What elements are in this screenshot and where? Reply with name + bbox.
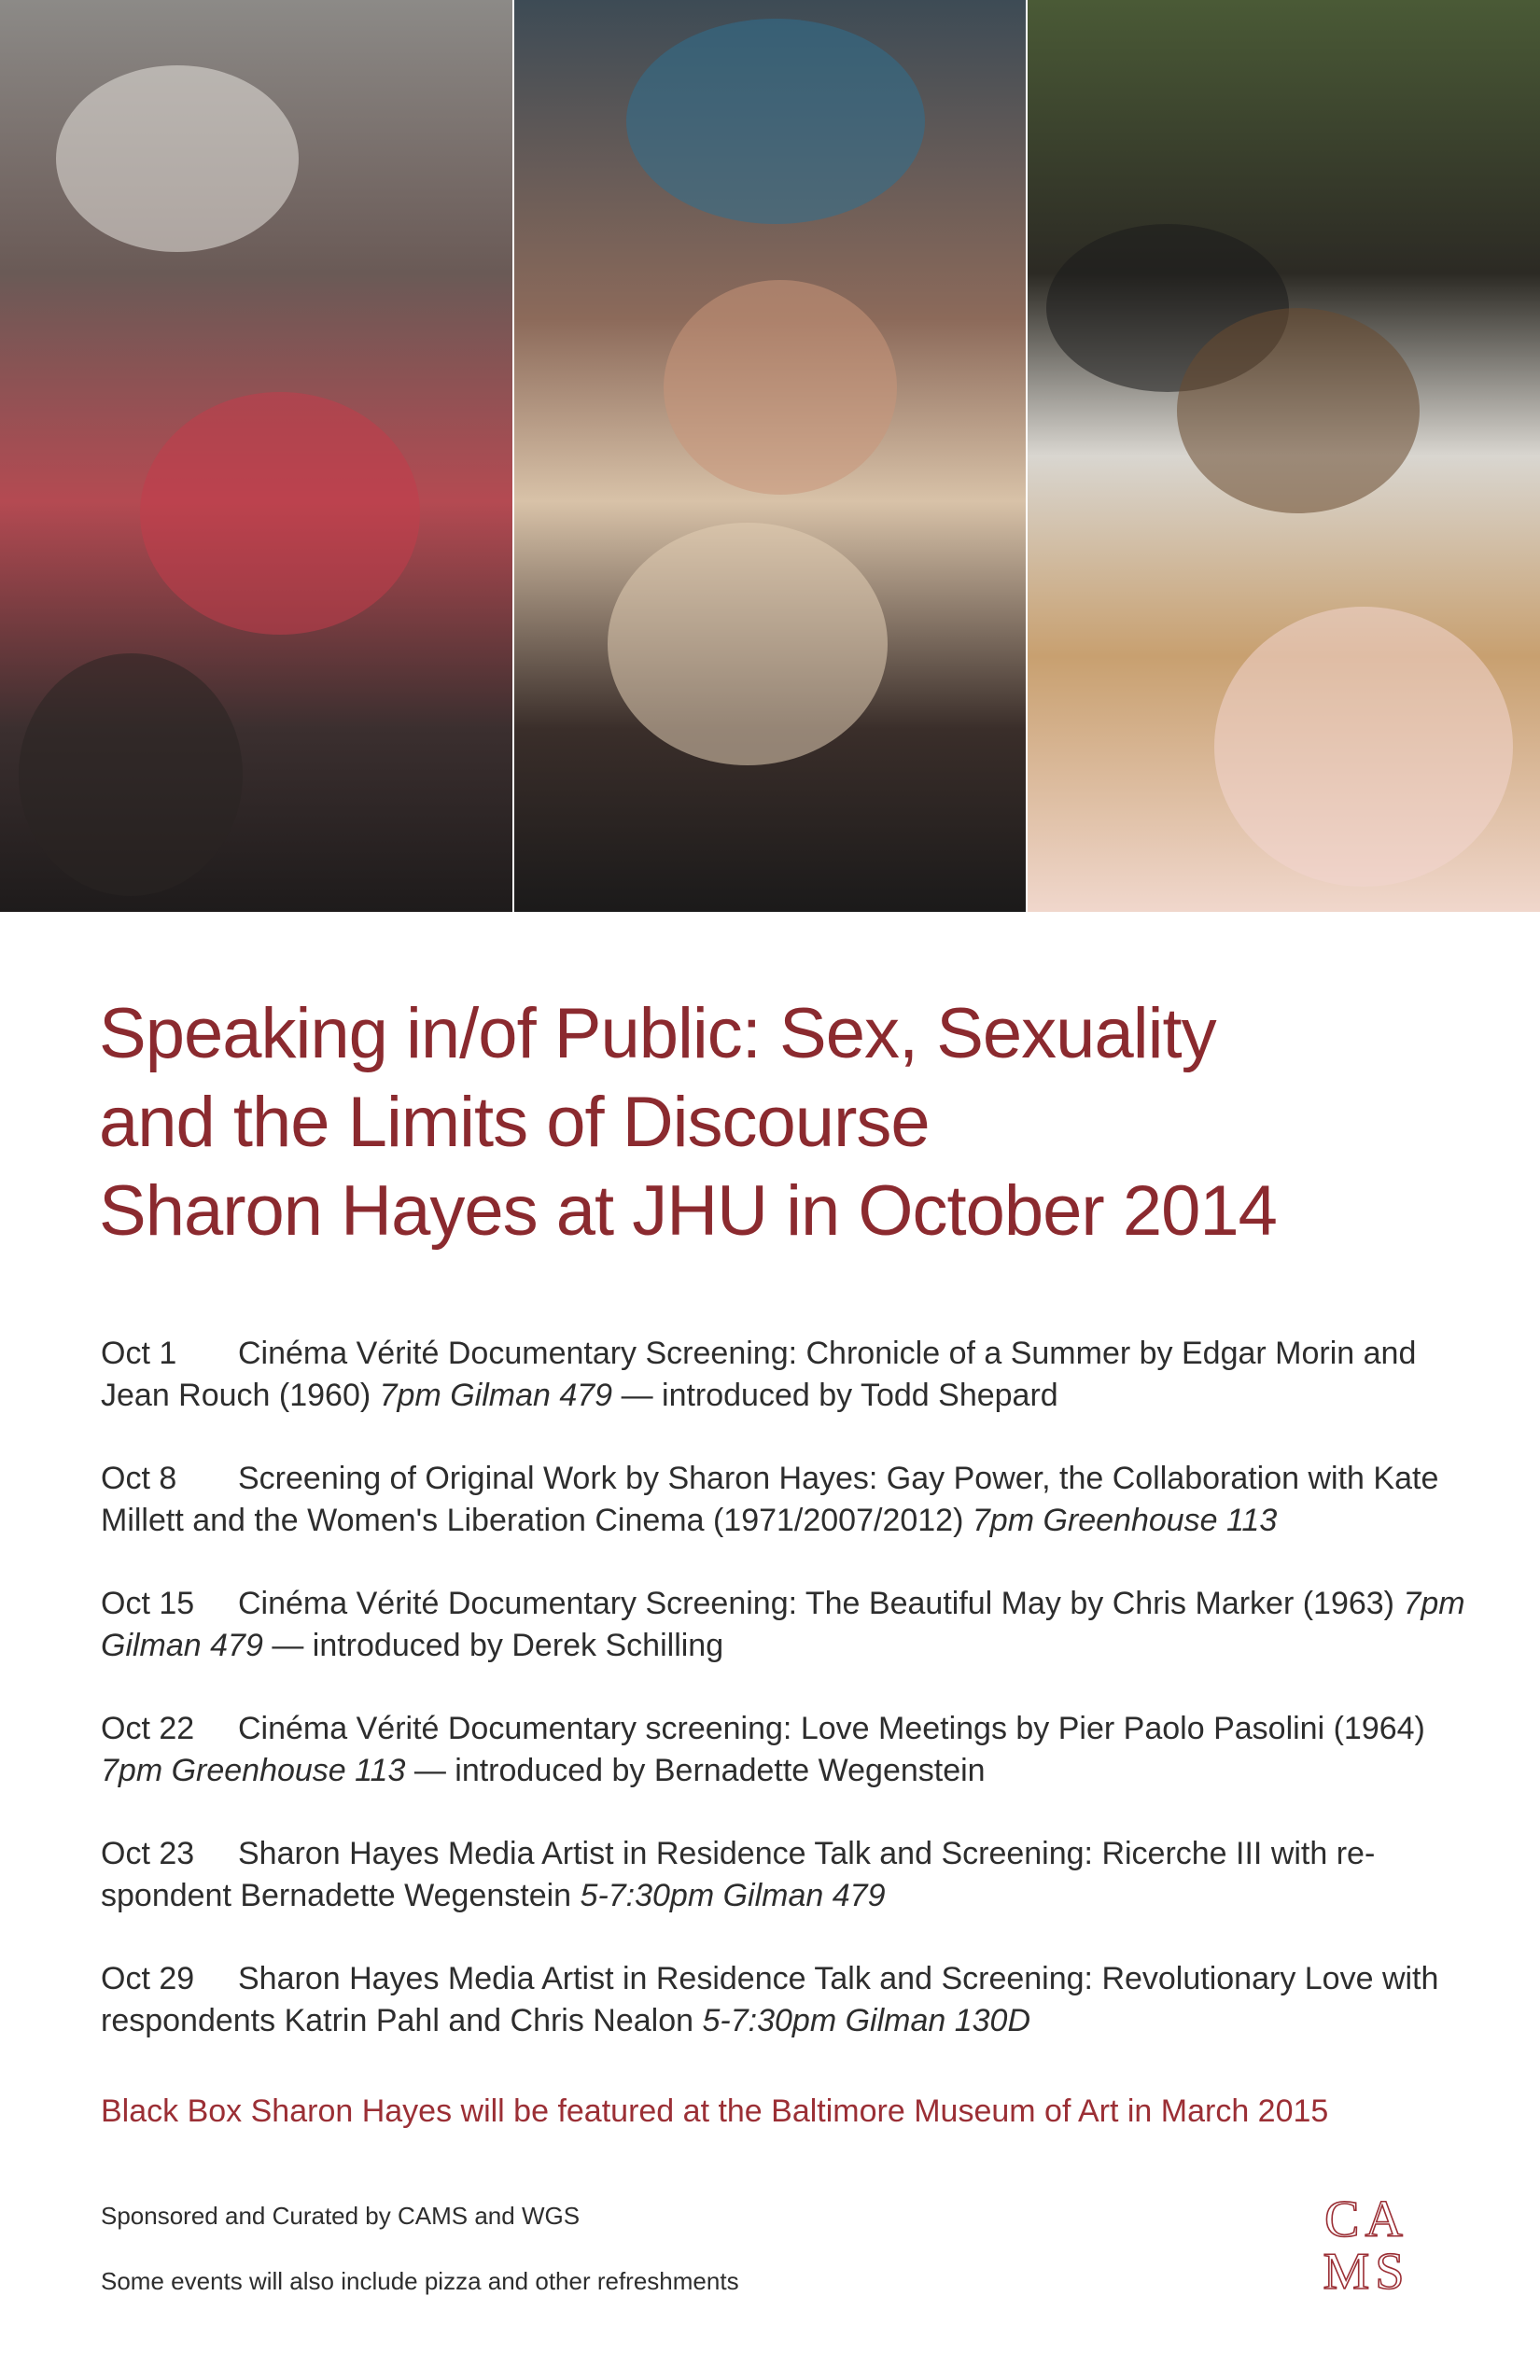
event-introducer: — introduced by Bernadette Wegenstein: [413, 1753, 986, 1788]
event-item: [101, 1833, 1473, 1917]
photo-group-right: [1028, 0, 1540, 912]
event-time-location: 5-7:30pm Gilman 479: [580, 1878, 886, 1913]
exhibition-announcement: Black Box Sharon Hayes will be featured at the Baltimore Museum of Art in March 2015: [101, 2093, 1329, 2129]
event-date: Oct 22: [101, 1711, 195, 1746]
header-photo-collage: [0, 0, 1540, 912]
event-date: Oct 29: [101, 1961, 195, 1996]
title-line-3: Sharon Hayes at JHU in October 2014: [99, 1171, 1277, 1251]
cams-logo: [1279, 2191, 1454, 2294]
event-time-location: 7pm Gilman 479: [379, 1378, 613, 1413]
sponsor-note: Sponsored and Curated by CAMS and WGS: [101, 2202, 581, 2230]
event-date: Oct 23: [101, 1836, 195, 1871]
event-description: Sharon Hayes Media Artist in Residence Talk and Screening: Ricerche III with re-spondent Bernadette Wegenstein: [101, 1836, 1376, 1913]
event-time-location: 5-7:30pm Gilman 130D: [702, 2003, 1031, 2038]
event-time-location: 7pm Greenhouse 113: [101, 1753, 406, 1788]
event-description: Screening of Original Work by Sharon Hayes: Gay Power, the Collaboration with Kate Millett and the Women's Liberation Cinema (1971/2007/2012): [101, 1461, 1439, 1538]
event-date: Oct 8: [101, 1461, 177, 1496]
event-description: Cinéma Vérité Documentary Screening: The Beautiful May by Chris Marker (1963): [238, 1586, 1395, 1621]
refreshments-note: Some events will also include pizza and other refreshments: [101, 2267, 739, 2295]
event-item: [101, 1333, 1473, 1417]
event-description: Cinéma Vérité Documentary Screening: Chronicle of a Summer by Edgar Morin and Jean Rouch (1960): [101, 1336, 1417, 1413]
logo-text-bottom: MS: [1323, 2243, 1410, 2294]
event-description: Cinéma Vérité Documentary screening: Love Meetings by Pier Paolo Pasolini (1964): [238, 1711, 1425, 1746]
event-introducer: — introduced by Todd Shepard: [621, 1378, 1058, 1413]
photo-group-center: [514, 0, 1027, 912]
event-item: [101, 1958, 1473, 2042]
logo-text-top: CA: [1324, 2191, 1408, 2248]
event-time-location: 7pm Gilman 479: [101, 1586, 1465, 1663]
event-date: Oct 1: [101, 1336, 177, 1371]
event-description: Sharon Hayes Media Artist in Residence Talk and Screening: Revolutionary Love with respondents Katrin Pahl and Chris Nealon: [101, 1961, 1439, 2038]
event-list: [101, 1333, 1473, 2083]
photo-group-left: [0, 0, 512, 912]
poster-title: [99, 989, 1452, 1255]
event-introducer: — introduced by Derek Schilling: [272, 1628, 724, 1663]
title-line-2: and the Limits of Discourse: [99, 1083, 930, 1162]
event-date: Oct 15: [101, 1586, 195, 1621]
event-item: [101, 1458, 1473, 1542]
event-item: [101, 1583, 1473, 1667]
title-line-1: Speaking in/of Public: Sex, Sexuality: [99, 994, 1216, 1073]
event-item: [101, 1708, 1473, 1792]
event-time-location: 7pm Greenhouse 113: [972, 1503, 1278, 1538]
